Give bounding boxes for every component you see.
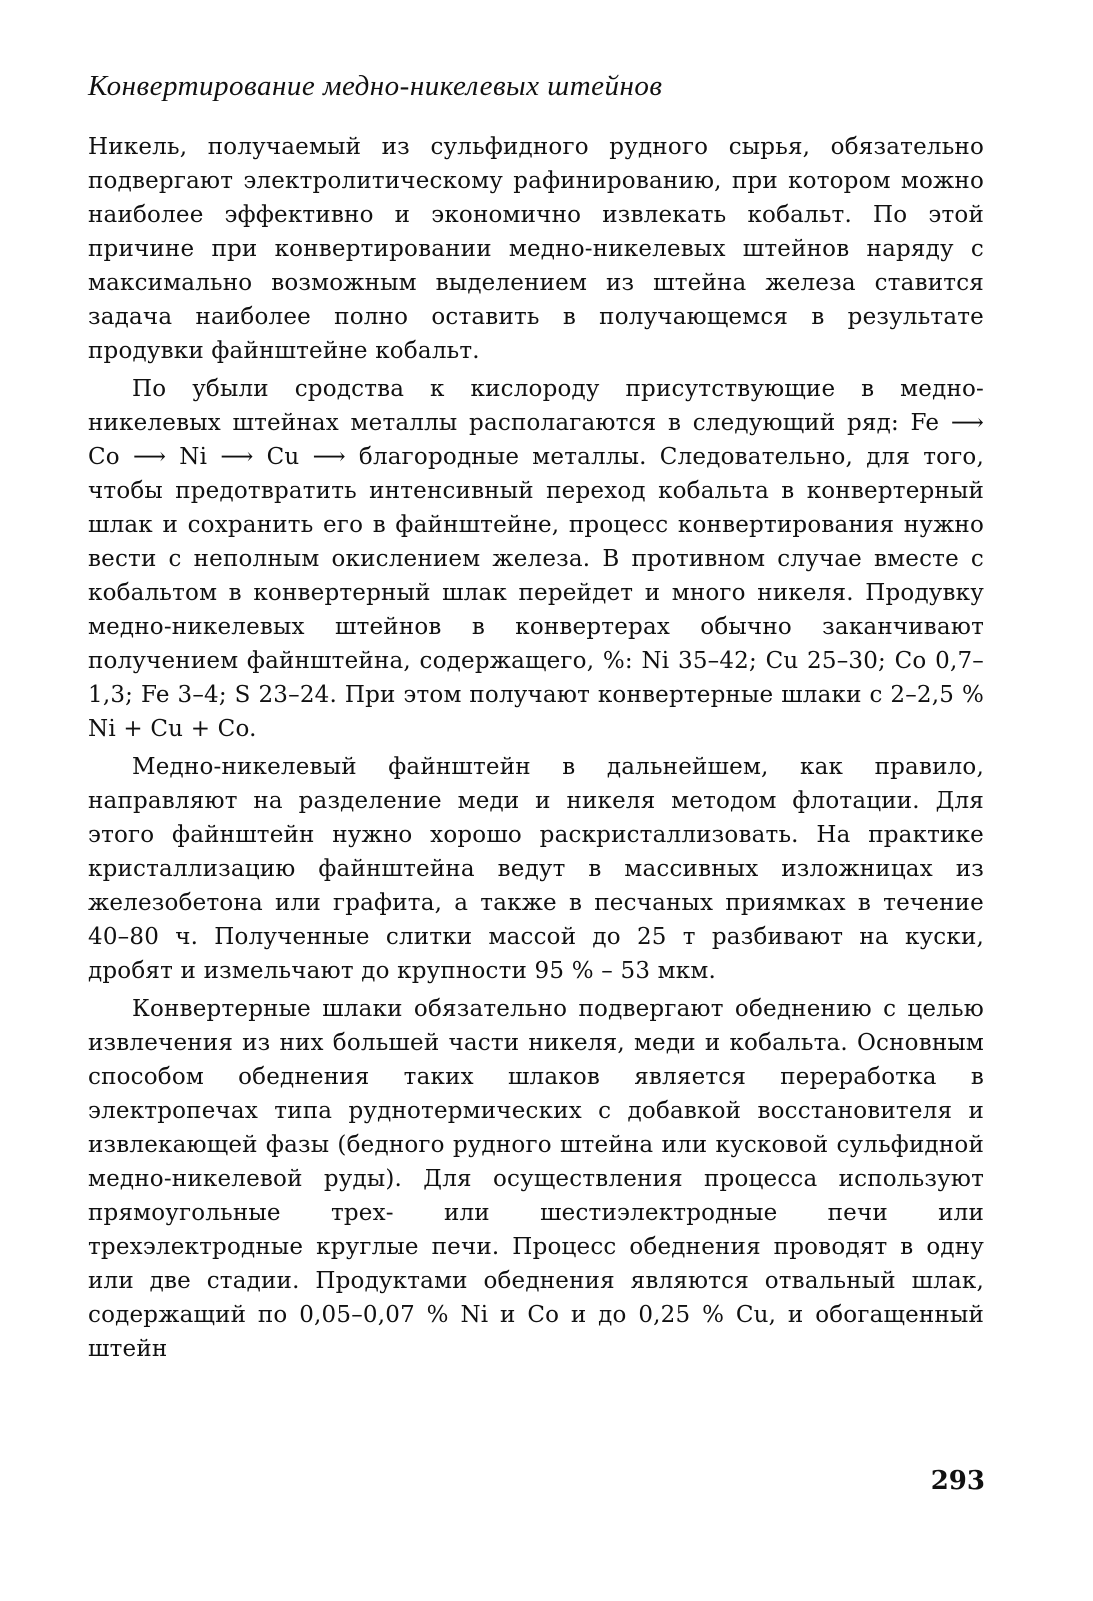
paragraph-1: Никель, получаемый из сульфидного рудного сырья, обязательно подвергают электролитическому рафинированию, при котором можно наиболее эффективно и экономично извлекать кобальт. По этой причине при конвертировании медно-никелевых штейнов наряду с максимально возможным выделением из штейна железа ставится задача наиболее полно оставить в получающемся в результате продувки файнштейне кобальт. [88, 134, 984, 364]
paragraph-4: Конвертерные шлаки обязательно подвергают обеднению с целью извлечения из них большей части никеля, меди и кобальта. Основным способом обеднения таких шлаков является переработка в электропечах типа руднотермических с добавкой восстановителя и извлекающей фазы (бедного рудного штейна или кусковой сульфидной медно-никелевой руды). Для осуществления процесса используют прямоугольные трех- или шестиэлектродные печи или трехэлектродные круглые печи. Процесс обеднения проводят в одну или две стадии. Продуктами обеднения являются отвальный шлак, содержащий по 0,05–0,07 % Ni и Co и до 0,25 % Cu, и обогащенный штейн [88, 996, 984, 1362]
page-number: 293 [930, 1466, 985, 1496]
book-page [88, 66, 984, 1370]
paragraph-3: Медно-никелевый файнштейн в дальнейшем, как правило, направляют на разделение меди и никеля методом флотации. Для этого файнштейн нужно хорошо раскристаллизовать. На практике кристаллизацию файнштейна ведут в массивных изложницах из железобетона или графита, а также в песчаных приямках в течение 40–80 ч. Полученные слитки массой до 25 т разбивают на куски, дробят и измельчают до крупности 95 % – 53 мкм. [88, 754, 984, 984]
running-head: Конвертирование медно-никелевых штейнов [88, 70, 663, 102]
paragraph-2: По убыли сродства к кислороду присутствующие в медно-никелевых штейнах металлы располагаются в следующий ряд: Fe ⟶ Co ⟶ Ni ⟶ Cu ⟶ благородные металлы. Следовательно, для того, чтобы предотвратить интенсивный переход кобальта в конвертерный шлак и сохранить его в файнштейне, процесс конвертирования нужно вести с неполным окислением железа. В противном случае вместе с кобальтом в конвертерный шлак перейдет и много никеля. Продувку медно-никелевых штейнов в конвертерах обычно заканчивают получением файнштейна, содержащего, %: Ni 35–42; Cu 25–30; Co 0,7–1,3; Fe 3–4; S 23–24. При этом получают конвертерные шлаки с 2–2,5 % Ni + Cu + Co. [88, 376, 984, 742]
